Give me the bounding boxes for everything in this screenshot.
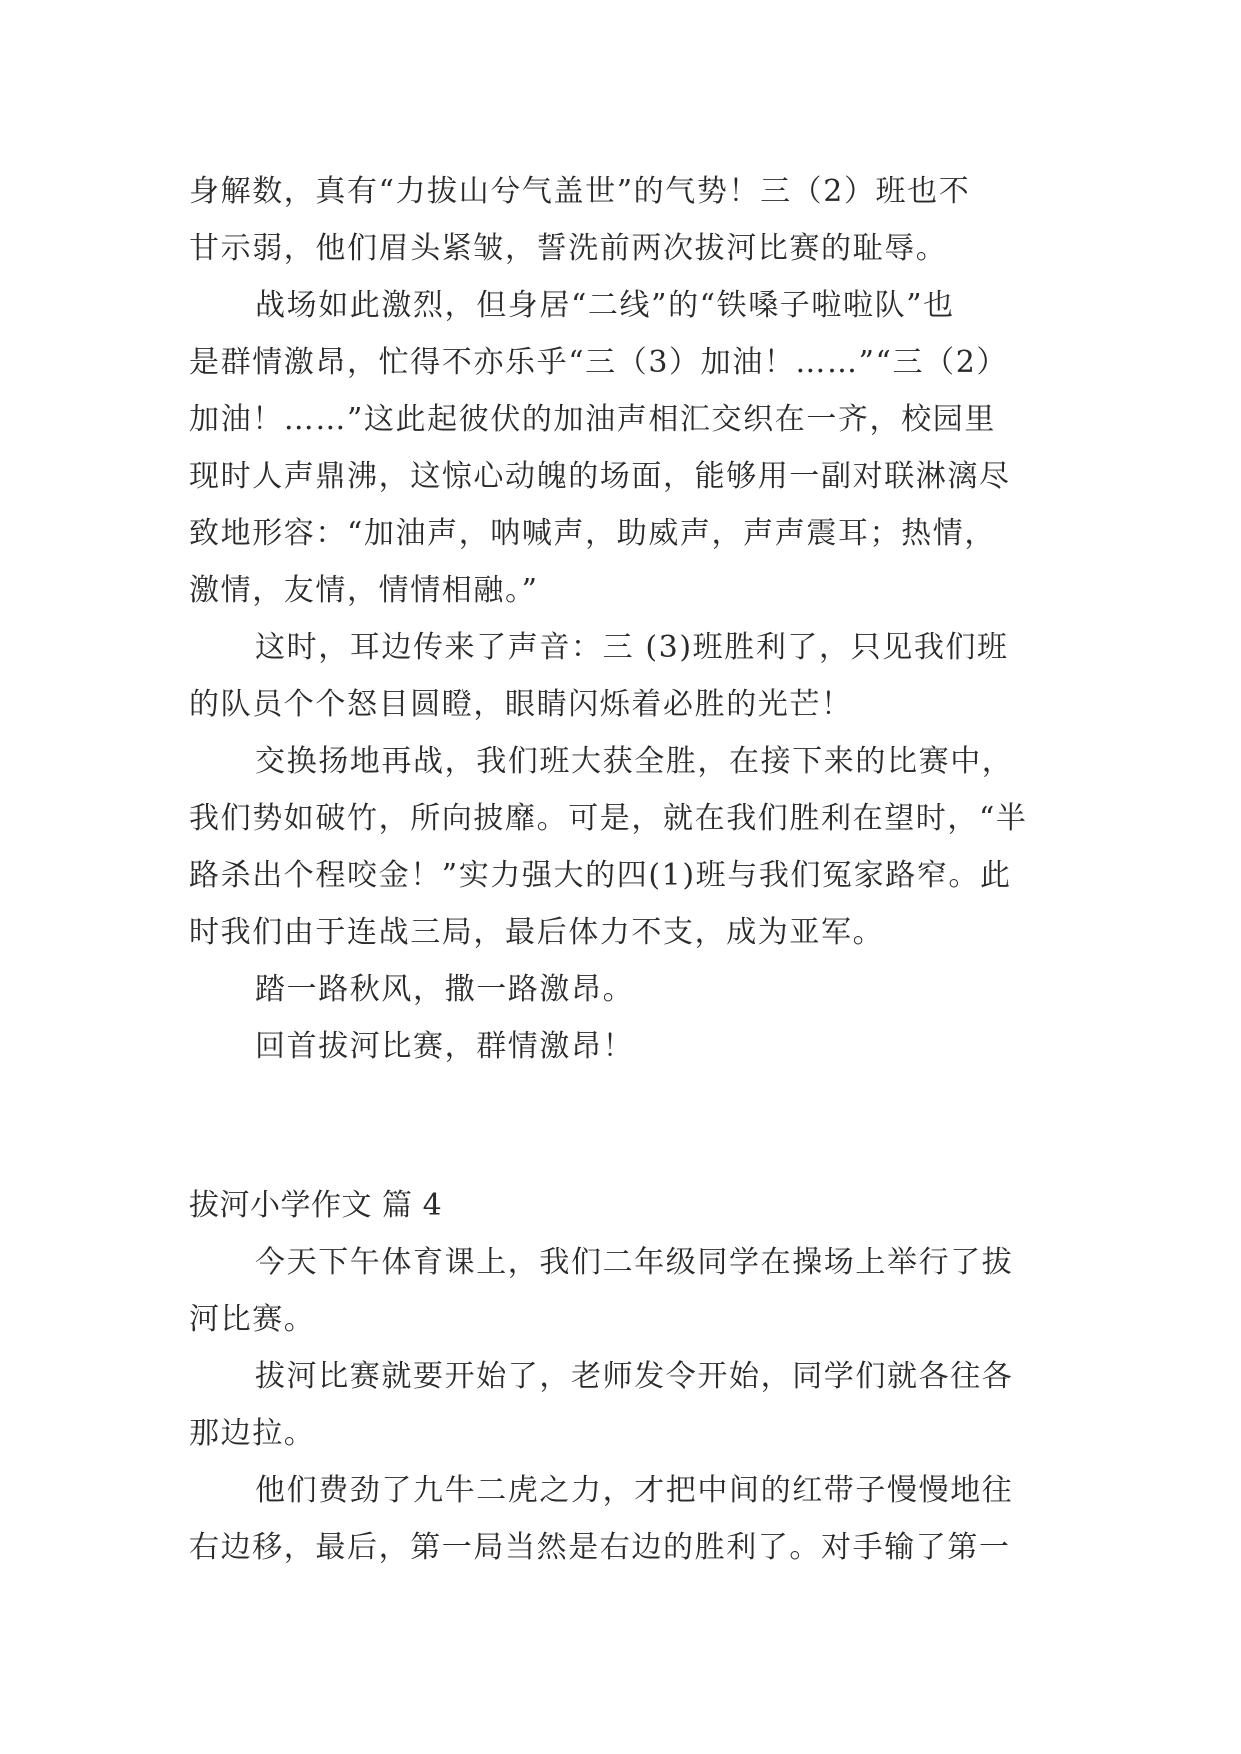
text-line: 他们费劲了九牛二虎之力，才把中间的红带子慢慢地往 [255, 1473, 1014, 1508]
text-line: 是群情激昂，忙得不亦乐乎“三（3）加油！……”“三（2） [189, 345, 1008, 380]
essay-3-tail [189, 163, 1053, 1075]
text-line: 右边移，最后，第一局当然是右边的胜利了。对手输了第一 [189, 1530, 1011, 1565]
text-line: 加油！……”这此起彼伏的加油声相汇交织在一齐，校园里 [189, 402, 996, 437]
text-line: 今天下午体育课上，我们二年级同学在操场上举行了拔 [255, 1245, 1014, 1280]
text-line: 甘示弱，他们眉头紧皱，誓洗前两次拔河比赛的耻辱。 [189, 231, 948, 266]
document-body [189, 163, 1053, 1576]
essay-4-title: 拔河小学作文 篇 4 [189, 1188, 443, 1223]
text-line: 的队员个个怒目圆瞪，眼睛闪烁着必胜的光芒！ [189, 687, 853, 722]
text-line: 激情，友情，情情相融。” [189, 573, 539, 608]
text-line: 踏一路秋风，撒一路激昂。 [255, 972, 635, 1007]
text-line: 拔河比赛就要开始了，老师发令开始，同学们就各往各 [255, 1359, 1014, 1394]
essay-4-body [189, 1234, 1053, 1576]
text-line: 那边拉。 [189, 1416, 316, 1451]
text-line: 路杀出个程咬金！”实力强大的四(1)班与我们冤家路窄。此 [189, 858, 1012, 893]
text-line: 时我们由于连战三局，最后体力不支，成为亚军。 [189, 915, 885, 950]
text-line: 现时人声鼎沸，这惊心动魄的场面，能够用一副对联淋漓尽 [189, 459, 1011, 494]
text-line: 河比赛。 [189, 1302, 316, 1337]
text-line: 回首拔河比赛，群情激昂！ [255, 1029, 635, 1064]
text-line: 这时，耳边传来了声音：三 (3)班胜利了，只见我们班 [255, 630, 1009, 665]
section-gap [189, 1075, 1053, 1177]
text-line: 致地形容：“加油声，呐喊声，助威声，声声震耳；热情， [189, 516, 996, 551]
text-line: 我们势如破竹，所向披靡。可是，就在我们胜利在望时，“半 [189, 801, 1028, 836]
text-line: 交换扬地再战，我们班大获全胜，在接下来的比赛中， [255, 744, 1014, 779]
text-line: 战场如此激烈，但身居“二线”的“铁嗓子啦啦队”也 [255, 288, 955, 323]
text-line: 身解数，真有“力拔山兮气盖世”的气势！三（2）班也不 [189, 174, 971, 209]
